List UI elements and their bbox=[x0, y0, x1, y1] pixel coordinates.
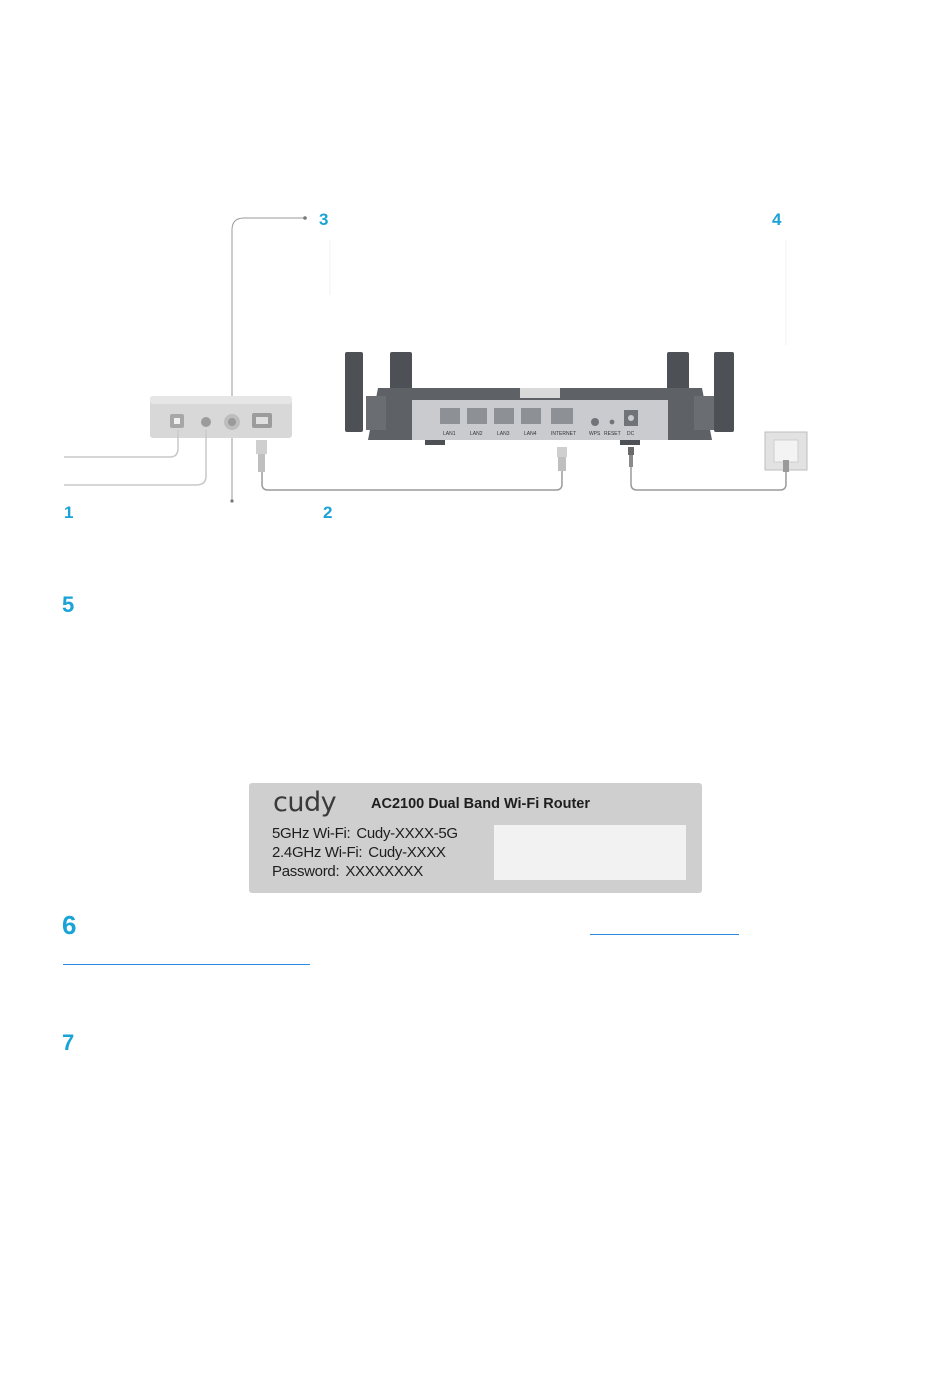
port-label-reset: RESET bbox=[604, 431, 621, 437]
link-underline-1[interactable] bbox=[590, 934, 739, 935]
wifi-24g-key: 2.4GHz Wi-Fi: bbox=[272, 844, 363, 861]
port-label-lan3: LAN3 bbox=[497, 431, 510, 437]
password-row bbox=[272, 863, 423, 880]
wifi-24g-row bbox=[272, 844, 446, 861]
password-key: Password: bbox=[272, 863, 340, 880]
port-label-wps: WPS bbox=[589, 431, 601, 437]
step-number-2: 2 bbox=[323, 503, 333, 522]
wifi-24g-value: Cudy-XXXX bbox=[368, 844, 446, 861]
port-label-lan1: LAN1 bbox=[443, 431, 456, 437]
router-label-card bbox=[249, 783, 702, 893]
connector-end-dot bbox=[230, 499, 233, 502]
qr-code-area bbox=[494, 825, 686, 880]
modem bbox=[150, 396, 292, 438]
port-label-lan4: LAN4 bbox=[524, 431, 537, 437]
step-number-6: 6 bbox=[62, 910, 77, 940]
power-outlet bbox=[765, 432, 807, 472]
cudy-logo: cudy bbox=[273, 787, 337, 818]
ethernet-cable bbox=[262, 470, 562, 490]
connector-arrow-dot bbox=[303, 216, 307, 220]
power-cable bbox=[631, 467, 786, 490]
step-number-7: 7 bbox=[62, 1030, 75, 1055]
password-value: XXXXXXXX bbox=[345, 863, 423, 880]
wifi-5g-key: 5GHz Wi-Fi: bbox=[272, 825, 351, 842]
power-plug bbox=[628, 447, 634, 467]
wifi-5g-value: Cudy-XXXX-5G bbox=[356, 825, 458, 842]
step-number-3: 3 bbox=[319, 210, 329, 229]
step-number-5: 5 bbox=[62, 592, 75, 617]
product-name: AC2100 Dual Band Wi-Fi Router bbox=[371, 796, 591, 812]
ethernet-plug-router bbox=[557, 447, 567, 471]
step-number-1: 1 bbox=[64, 503, 74, 522]
port-label-lan2: LAN2 bbox=[470, 431, 483, 437]
step-number-4: 4 bbox=[772, 210, 782, 229]
port-label-internet: INTERNET bbox=[551, 431, 576, 437]
wifi-5g-row bbox=[272, 825, 458, 842]
router bbox=[345, 352, 734, 445]
link-underline-2[interactable] bbox=[63, 964, 310, 965]
ethernet-plug-modem bbox=[256, 440, 267, 472]
connector-line-step3 bbox=[232, 218, 304, 500]
port-label-dc: DC bbox=[627, 431, 635, 437]
connection-diagram bbox=[0, 0, 950, 560]
